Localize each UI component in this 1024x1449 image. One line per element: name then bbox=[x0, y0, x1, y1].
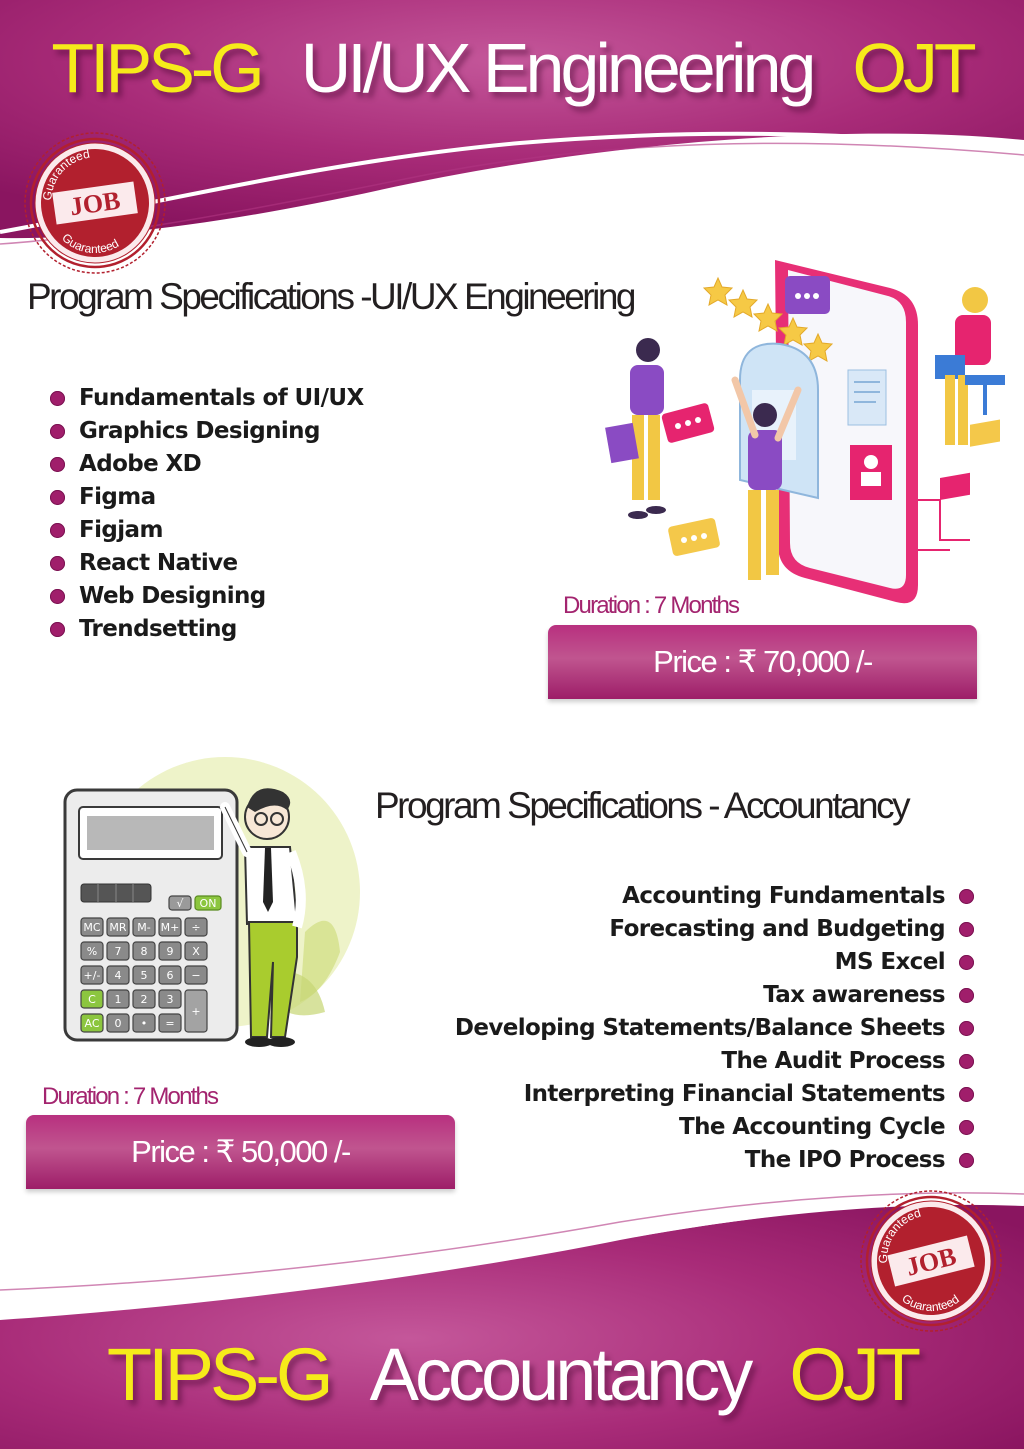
stamp-top-text: Guaranteed bbox=[40, 146, 91, 202]
uiux-duration: Duration : 7 Months bbox=[563, 592, 739, 619]
calc-key-9-label: X bbox=[192, 945, 200, 958]
calc-key-check-label: √ bbox=[176, 897, 184, 910]
accountancy-price-bar bbox=[26, 1115, 455, 1189]
bullet-dot-icon bbox=[959, 1054, 974, 1069]
calc-key-8-label: 9 bbox=[166, 945, 174, 958]
calculator-man-illustration bbox=[35, 752, 365, 1072]
calc-key-21-label: 0 bbox=[114, 1017, 122, 1030]
bullet-dot-icon bbox=[50, 424, 65, 439]
stamp-job-text: JOB bbox=[68, 185, 123, 222]
stamp-top-text: Guaranteed bbox=[876, 1205, 923, 1264]
calc-key-6-label: 7 bbox=[114, 945, 122, 958]
calc-key-3-label: M+ bbox=[160, 921, 180, 934]
bullet-dot-icon bbox=[959, 955, 974, 970]
uiux-price: Price : ₹ 70,000 /- bbox=[653, 644, 872, 679]
calc-key-on-label: ON bbox=[199, 897, 217, 910]
calc-key-23-label: = bbox=[165, 1017, 175, 1030]
stamp-bottom-text: Guaranteed bbox=[899, 1291, 962, 1315]
list-item: Figjam bbox=[50, 514, 364, 547]
header-title-brand: TIPS-G bbox=[51, 29, 261, 107]
bullet-dot-icon bbox=[50, 457, 65, 472]
calc-key-19-label: + bbox=[191, 1005, 201, 1018]
list-item: The Audit Process bbox=[455, 1045, 974, 1078]
list-item: Figma bbox=[50, 481, 364, 514]
calc-key-10-label: +/- bbox=[83, 969, 101, 982]
header-title-ojt: OJT bbox=[852, 29, 973, 107]
uiux-spec-heading: Program Specifications -UI/UX Engineering bbox=[27, 276, 634, 317]
guaranteed-job-stamp bbox=[20, 128, 170, 278]
uiux-price-bar bbox=[548, 625, 977, 699]
list-item: Trendsetting bbox=[50, 613, 364, 646]
footer-title bbox=[0, 1332, 1024, 1417]
bullet-dot-icon bbox=[959, 922, 974, 937]
calc-key-17-label: 2 bbox=[140, 993, 148, 1006]
bullet-dot-icon bbox=[959, 889, 974, 904]
calc-key-1-label: MR bbox=[109, 921, 127, 934]
calc-key-4-label: ÷ bbox=[191, 921, 201, 934]
list-item: Adobe XD bbox=[50, 448, 364, 481]
list-item: Accounting Fundamentals bbox=[455, 880, 974, 913]
footer-title-brand: TIPS-G bbox=[106, 1333, 330, 1416]
guaranteed-job-stamp bbox=[856, 1186, 1006, 1336]
calc-key-13-label: 6 bbox=[166, 969, 174, 982]
bullet-dot-icon bbox=[959, 1087, 974, 1102]
calc-key-11-label: 4 bbox=[114, 969, 122, 982]
accountancy-price: Price : ₹ 50,000 /- bbox=[131, 1134, 350, 1169]
calc-key-18-label: 3 bbox=[166, 993, 174, 1006]
bullet-dot-icon bbox=[959, 988, 974, 1003]
footer-title-ojt: OJT bbox=[789, 1333, 918, 1416]
bullet-dot-icon bbox=[50, 622, 65, 637]
list-item: MS Excel bbox=[455, 946, 974, 979]
header-title bbox=[0, 28, 1024, 108]
calc-key-22-label: • bbox=[140, 1017, 148, 1030]
calc-key-5-label: % bbox=[86, 945, 98, 958]
uiux-team-illustration bbox=[600, 240, 1020, 620]
bullet-dot-icon bbox=[959, 1021, 974, 1036]
list-item: Tax awareness bbox=[455, 979, 974, 1012]
calc-key-14-label: − bbox=[191, 969, 201, 982]
bullet-dot-icon bbox=[50, 391, 65, 406]
header-title-program: UI/UX Engineering bbox=[300, 29, 813, 107]
calc-key-7-label: 8 bbox=[140, 945, 148, 958]
calc-key-12-label: 5 bbox=[140, 969, 148, 982]
accountancy-topic-list bbox=[455, 880, 974, 1177]
bullet-dot-icon bbox=[50, 589, 65, 604]
list-item: The Accounting Cycle bbox=[455, 1111, 974, 1144]
bullet-dot-icon bbox=[50, 556, 65, 571]
list-item: Fundamentals of UI/UX bbox=[50, 382, 364, 415]
accountancy-spec-heading: Program Specifications - Accountancy bbox=[375, 785, 909, 826]
calc-key-2-label: M- bbox=[137, 921, 151, 934]
list-item: Developing Statements/Balance Sheets bbox=[455, 1012, 974, 1045]
list-item: Graphics Designing bbox=[50, 415, 364, 448]
stamp-bottom-text: Guaranteed bbox=[59, 230, 122, 257]
list-item: The IPO Process bbox=[455, 1144, 974, 1177]
calc-key-16-label: 1 bbox=[114, 993, 122, 1006]
bullet-dot-icon bbox=[50, 490, 65, 505]
calc-key-20-label: AC bbox=[84, 1017, 100, 1030]
bullet-dot-icon bbox=[959, 1120, 974, 1135]
list-item: Interpreting Financial Statements bbox=[455, 1078, 974, 1111]
calc-key-0-label: MC bbox=[83, 921, 101, 934]
footer-title-program: Accountancy bbox=[369, 1333, 750, 1416]
list-item: Web Designing bbox=[50, 580, 364, 613]
calc-key-15-label: C bbox=[88, 993, 96, 1006]
bullet-dot-icon bbox=[50, 523, 65, 538]
bullet-dot-icon bbox=[959, 1153, 974, 1168]
stamp-job-text: JOB bbox=[903, 1241, 960, 1282]
list-item: React Native bbox=[50, 547, 364, 580]
uiux-topic-list bbox=[50, 382, 364, 646]
list-item: Forecasting and Budgeting bbox=[455, 913, 974, 946]
accountancy-duration: Duration : 7 Months bbox=[42, 1083, 218, 1110]
